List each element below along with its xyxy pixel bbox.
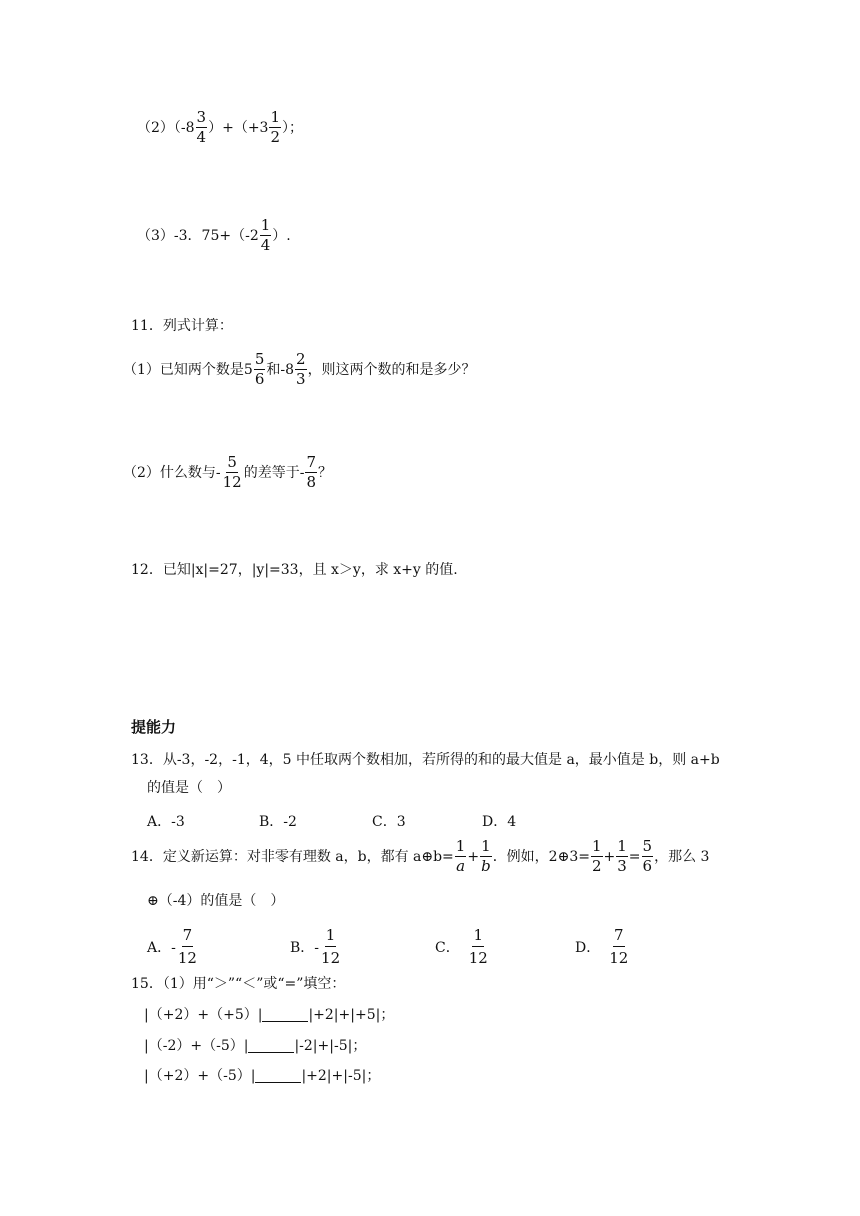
q15-title-text: 15．（1）用“＞”“＜”或“=”填空：	[131, 976, 346, 992]
q14-line2	[147, 894, 284, 908]
numerator: 5	[227, 453, 237, 471]
denominator: 4	[196, 128, 207, 146]
plus-sign: +	[467, 848, 480, 865]
denominator: 6	[642, 857, 653, 875]
denominator: 12	[177, 949, 197, 967]
equals-sign: =	[628, 848, 641, 865]
fraction	[320, 926, 341, 967]
option-label: D．4	[482, 814, 517, 830]
option-label: B．-2	[259, 814, 297, 830]
q14-line1	[131, 839, 709, 874]
q12	[131, 563, 458, 577]
answer-blank[interactable]	[248, 1038, 294, 1053]
denominator: 6	[254, 370, 265, 388]
q11-part1-prefix: （1）已知两个数是5	[123, 361, 253, 378]
q15-title	[131, 977, 345, 991]
fraction	[305, 455, 317, 490]
plus-sign: +	[603, 848, 616, 865]
q15-row-right: |+2|+|+5|；	[308, 1006, 395, 1023]
denominator: 12	[609, 949, 629, 967]
fraction	[260, 218, 272, 253]
numerator: 5	[642, 837, 653, 855]
q14-option-b[interactable]	[290, 926, 342, 967]
q14-suffix: ，那么 3	[654, 848, 710, 865]
numerator: 5	[254, 350, 265, 368]
q11-part2-suffix: ？	[318, 464, 333, 481]
numerator: 7	[182, 926, 194, 947]
fraction	[196, 110, 208, 145]
q11-part2-prefix: （2）什么数与-	[123, 464, 221, 481]
fraction	[269, 110, 281, 145]
q10-part3-prefix: （3）-3．75+（-2	[137, 227, 259, 244]
fraction	[642, 839, 654, 874]
numerator: 7	[613, 926, 625, 947]
numerator: 1	[260, 216, 271, 234]
option-label: D．	[575, 939, 601, 956]
numerator: 1	[270, 108, 281, 126]
section-heading	[131, 720, 176, 735]
q10-part3-suffix: ）.	[272, 227, 291, 244]
q13-line1	[131, 753, 720, 767]
q13-option-c[interactable]	[372, 811, 406, 831]
q15-row-left: |（+2）+（+5）|	[144, 1006, 263, 1023]
denominator: 2	[591, 857, 602, 875]
section-title: 提能力	[131, 718, 177, 736]
q14-option-a[interactable]	[147, 926, 199, 967]
q10-part2-prefix: （2）（-8	[137, 119, 195, 136]
variable-a: a	[456, 857, 466, 875]
answer-blank[interactable]	[255, 1068, 301, 1083]
denominator: 3	[617, 857, 627, 875]
fraction	[591, 839, 603, 874]
answer-blank[interactable]	[262, 1007, 308, 1022]
q10-part2-suffix: ）；	[282, 119, 304, 136]
numerator: 3	[196, 108, 207, 126]
denominator: 12	[321, 949, 341, 967]
fraction	[455, 839, 467, 874]
numerator: 1	[481, 837, 491, 855]
option-label: A．-	[147, 939, 176, 956]
q11-part1	[123, 352, 476, 387]
q13-option-d[interactable]	[482, 811, 516, 831]
option-label: C．3	[372, 814, 406, 830]
q10-part2	[137, 110, 303, 145]
fraction	[608, 926, 629, 967]
q10-part2-mid: ）+（+3	[208, 119, 269, 136]
denominator: 2	[270, 128, 281, 146]
q10-part3	[137, 218, 291, 253]
q15-row	[144, 1068, 380, 1083]
q12-text: 12．已知|x|=27，|y|=33，且 x＞y，求 x+y 的值.	[131, 562, 458, 578]
fraction	[254, 352, 266, 387]
fraction	[468, 926, 489, 967]
option-label: A．-3	[147, 814, 185, 830]
q14-prefix: 14．定义新运算：对非零有理数 a，b，都有 a⊕b=	[131, 848, 454, 865]
q13-option-a[interactable]	[147, 811, 185, 831]
q13-line2	[147, 781, 231, 795]
fraction	[295, 352, 307, 387]
q11-part2	[123, 455, 332, 490]
denominator: 4	[260, 236, 271, 254]
q11-title-text: 11．列式计算：	[131, 318, 233, 334]
denominator: 3	[296, 370, 306, 388]
denominator: 12	[468, 949, 488, 967]
fraction	[480, 839, 492, 874]
q13-text-line2: 的值是（ ）	[147, 780, 231, 796]
numerator: 7	[306, 453, 317, 471]
numerator: 1	[455, 837, 466, 855]
q11-title	[131, 319, 233, 333]
variable-b: b	[481, 857, 491, 875]
fraction	[222, 455, 243, 490]
q13-option-b[interactable]	[259, 811, 297, 831]
q14-mid: ．例如，2⊕3=	[492, 848, 590, 865]
q15-row	[144, 1007, 394, 1022]
denominator	[455, 857, 466, 874]
q14-option-c[interactable]	[435, 926, 490, 967]
q15-row-right: |-2|+|-5|；	[294, 1037, 367, 1054]
numerator: 1	[591, 837, 602, 855]
option-label: B．-	[290, 939, 320, 956]
q14-option-d[interactable]	[575, 926, 630, 967]
q13-text-line1: 13．从-3，-2，-1，4，5 中任取两个数相加，若所得的和的最大值是 a，最小值是 b，则 a+b	[131, 752, 720, 768]
q11-part1-mid: 和-8	[266, 361, 295, 378]
denominator: 12	[222, 473, 242, 491]
numerator: 1	[472, 926, 484, 947]
numerator: 1	[617, 837, 627, 855]
numerator: 1	[325, 926, 337, 947]
q11-part1-suffix: ，则这两个数的和是多少？	[307, 361, 476, 378]
q15-row-left: |（-2）+（-5）|	[144, 1037, 249, 1054]
q15-row-right: |+2|+|-5|；	[301, 1067, 381, 1084]
q15-row-left: |（+2）+（-5）|	[144, 1067, 256, 1084]
q14-text-line2: ⊕（-4）的值是（ ）	[147, 893, 285, 909]
fraction	[177, 926, 198, 967]
denominator: 8	[306, 473, 317, 491]
fraction	[616, 839, 628, 874]
option-label: C．	[435, 939, 460, 956]
q11-part2-mid: 的差等于-	[243, 464, 305, 481]
q15-row	[144, 1038, 366, 1053]
numerator: 2	[296, 350, 306, 368]
denominator	[480, 857, 492, 874]
